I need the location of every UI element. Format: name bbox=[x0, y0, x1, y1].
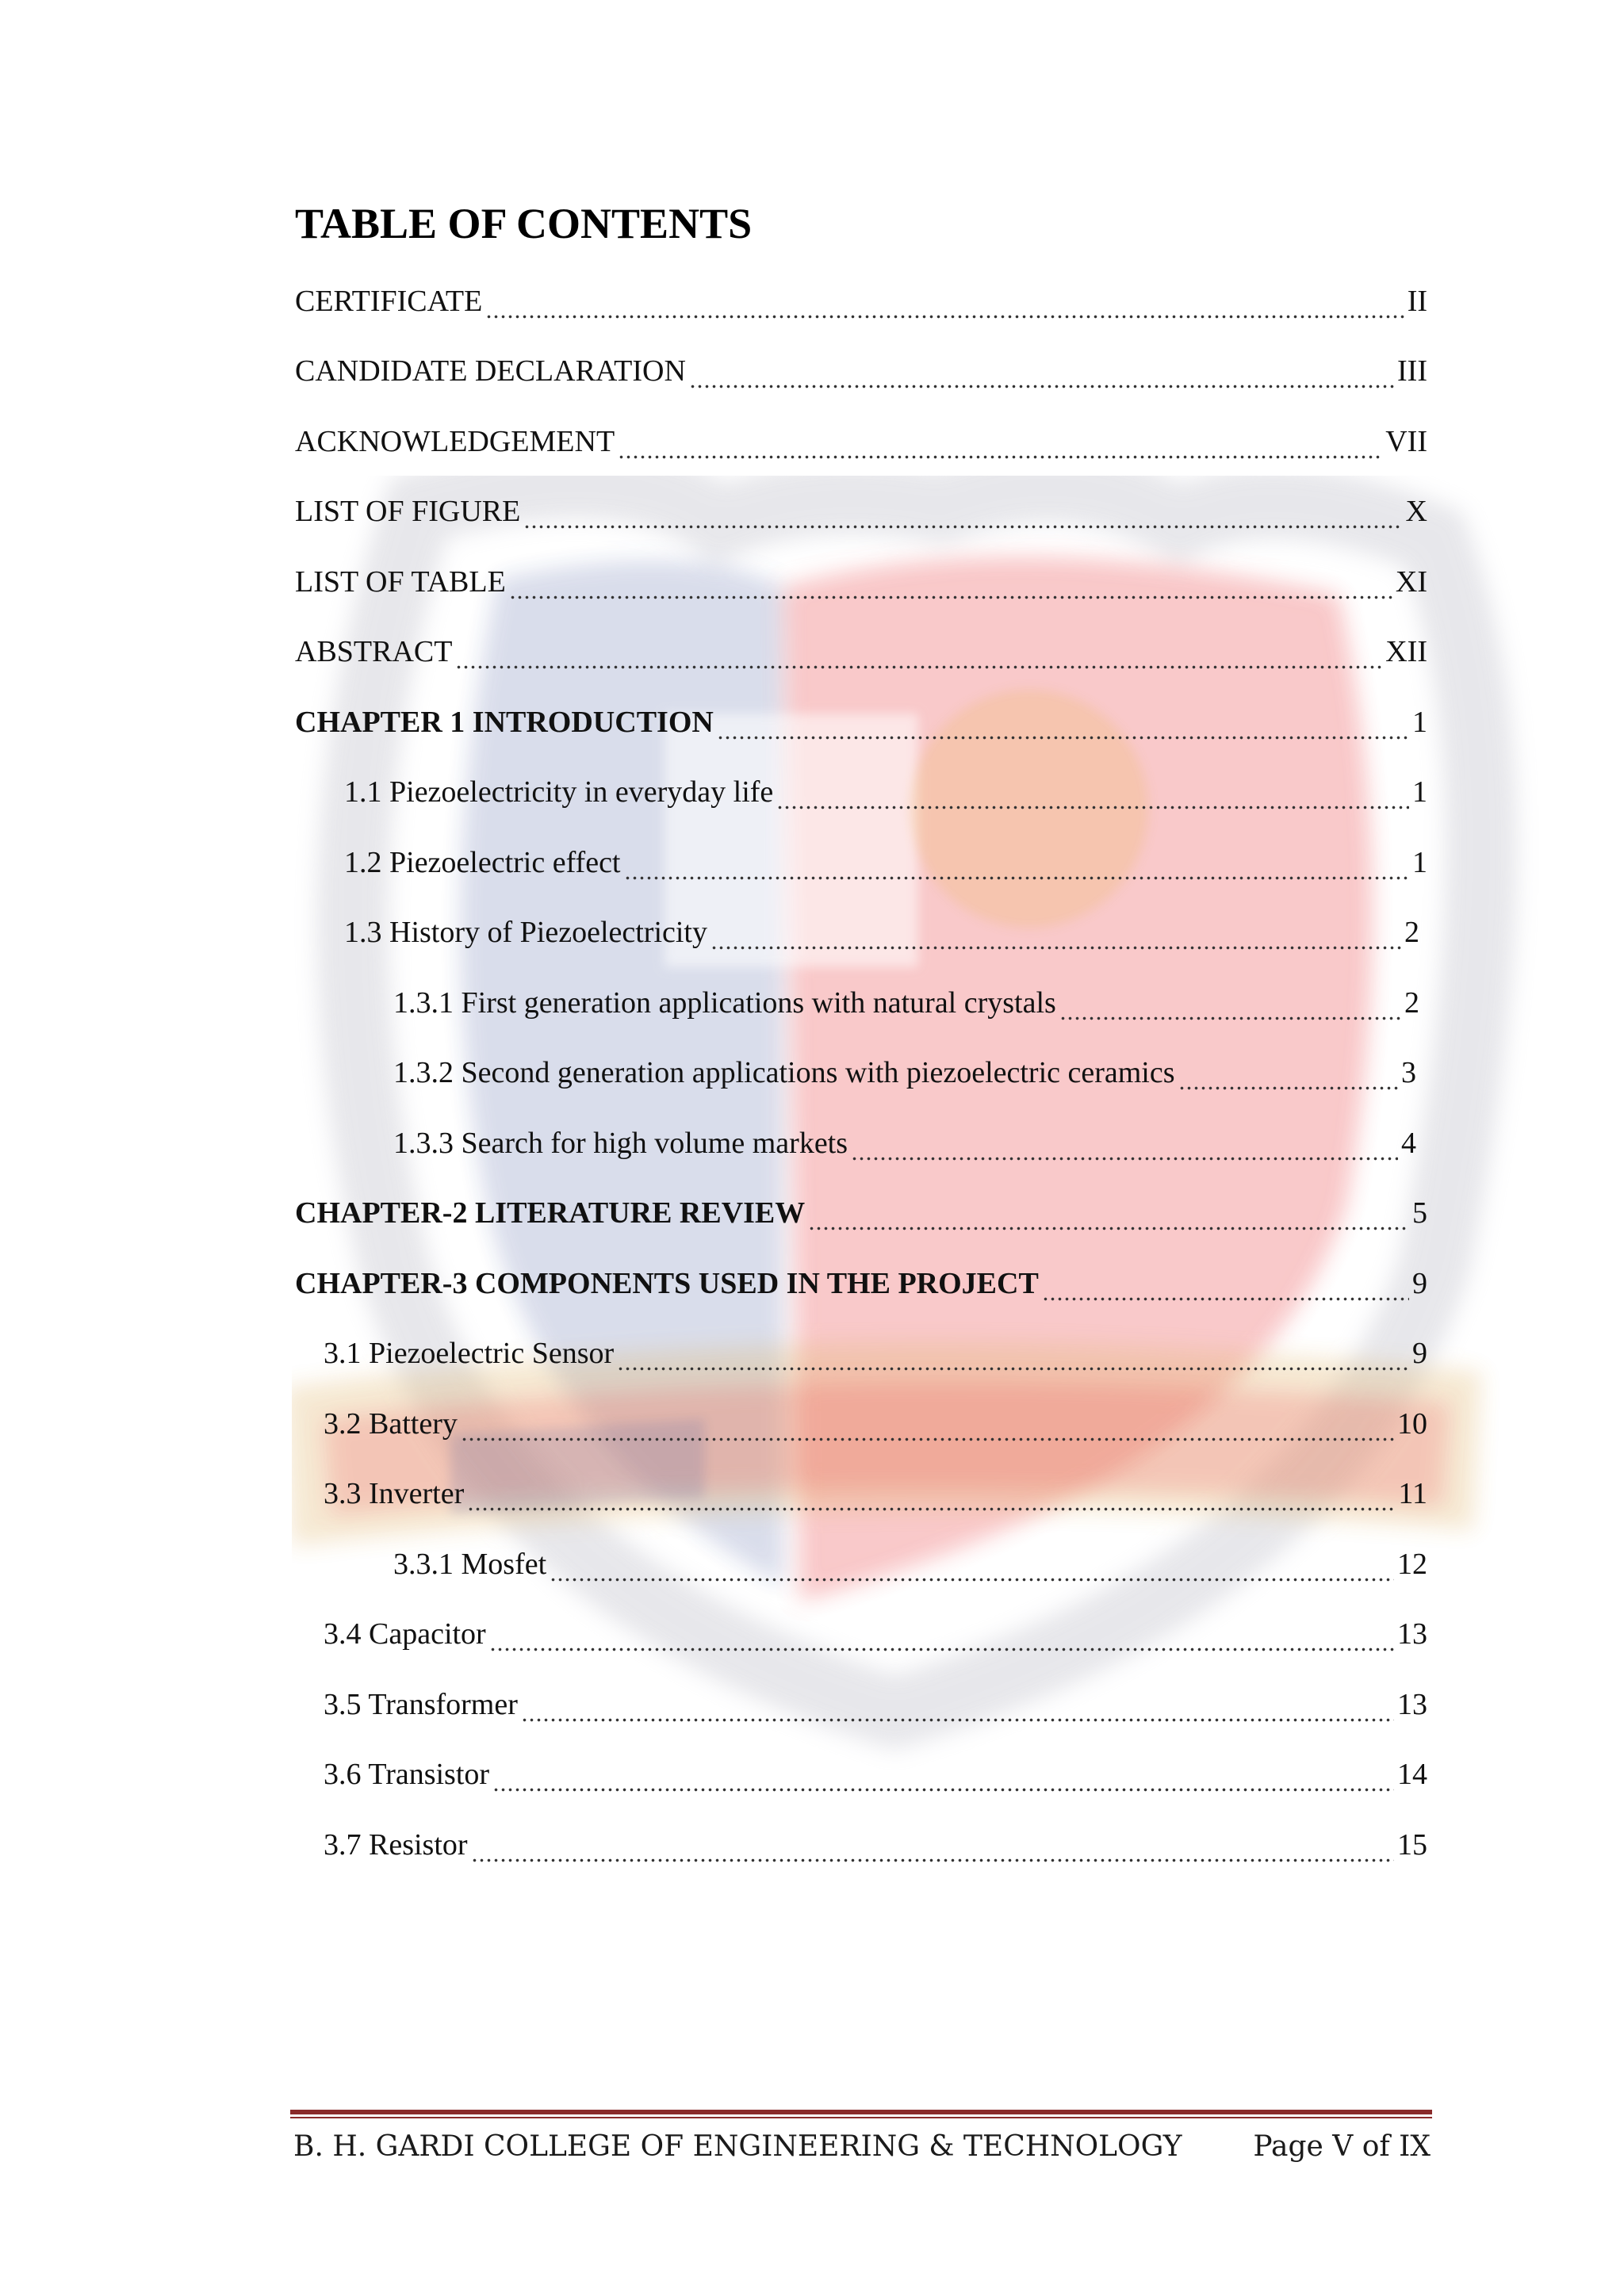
toc-entry-page: XI bbox=[1395, 565, 1427, 599]
footer-page-number: Page V of IX bbox=[1253, 2130, 1431, 2163]
toc-entry[interactable] bbox=[393, 1050, 1416, 1095]
footer-divider-thin bbox=[290, 2117, 1432, 2118]
toc-entry-page: 4 bbox=[1401, 1127, 1416, 1160]
toc-entry[interactable] bbox=[393, 981, 1419, 1025]
toc-entry-page: 14 bbox=[1397, 1758, 1427, 1791]
toc-entry-text: 1.1 Piezoelectricity in everyday life bbox=[344, 775, 774, 809]
toc-entry-text: 3.5 Transformer bbox=[324, 1688, 518, 1721]
toc-entry-text: 1.3.2 Second generation applications with piezoelectric ceramics bbox=[393, 1056, 1175, 1089]
toc-entry-page: 2 bbox=[1404, 916, 1419, 949]
toc-entry-text: 3.2 Battery bbox=[324, 1407, 458, 1441]
dot-leader bbox=[776, 770, 1409, 814]
dot-leader bbox=[461, 1402, 1394, 1446]
toc-entry-page: 9 bbox=[1412, 1337, 1427, 1370]
toc-entry-page: 3 bbox=[1401, 1056, 1416, 1089]
toc-entry-text: 3.3.1 Mosfet bbox=[393, 1548, 547, 1581]
toc-entry-page: 9 bbox=[1412, 1267, 1427, 1300]
toc-entry-page: X bbox=[1405, 495, 1427, 528]
dot-leader bbox=[624, 840, 1410, 885]
toc-entry-text: 3.1 Piezoelectric Sensor bbox=[324, 1337, 615, 1370]
toc-entry-text: 3.3 Inverter bbox=[324, 1477, 465, 1510]
toc-entry-text: CHAPTER 1 INTRODUCTION bbox=[295, 706, 714, 739]
toc-entry[interactable] bbox=[393, 1121, 1416, 1165]
toc-entry[interactable] bbox=[324, 1471, 1427, 1516]
toc-entry[interactable] bbox=[295, 489, 1427, 534]
toc-entry-page: 12 bbox=[1397, 1548, 1427, 1581]
dot-leader bbox=[467, 1471, 1395, 1516]
toc-entry-chapter[interactable] bbox=[295, 1261, 1427, 1306]
toc-entry[interactable] bbox=[324, 1402, 1427, 1446]
toc-entry[interactable] bbox=[393, 1542, 1427, 1586]
toc-entry-text: 3.7 Resistor bbox=[324, 1828, 468, 1862]
toc-entry-text: 1.3.3 Search for high volume markets bbox=[393, 1127, 848, 1160]
dot-leader bbox=[509, 560, 1392, 604]
dot-leader bbox=[550, 1542, 1394, 1586]
toc-entry-text: LIST OF TABLE bbox=[295, 565, 506, 599]
toc-entry-text: 1.2 Piezoelectric effect bbox=[344, 846, 621, 879]
toc-entry-page: II bbox=[1407, 285, 1427, 318]
toc-entry[interactable] bbox=[295, 279, 1427, 323]
toc-entry[interactable] bbox=[295, 349, 1427, 393]
toc-entry-text: CHAPTER-2 LITERATURE REVIEW bbox=[295, 1196, 806, 1230]
toc-entry[interactable] bbox=[324, 1682, 1427, 1727]
toc-entry[interactable] bbox=[344, 770, 1427, 814]
toc-entry-text: CANDIDATE DECLARATION bbox=[295, 354, 686, 388]
toc-entry-page: III bbox=[1397, 354, 1427, 388]
dot-leader bbox=[523, 489, 1402, 534]
toc-entry[interactable] bbox=[295, 629, 1427, 674]
dot-leader bbox=[455, 629, 1382, 674]
dot-leader bbox=[489, 1612, 1394, 1656]
toc-entry-page: 1 bbox=[1412, 846, 1427, 879]
page-title: TABLE OF CONTENTS bbox=[295, 200, 753, 247]
dot-leader bbox=[618, 419, 1382, 464]
toc-entry-page: 13 bbox=[1397, 1688, 1427, 1721]
footer-divider bbox=[290, 2110, 1432, 2114]
dot-leader bbox=[617, 1331, 1409, 1376]
toc-entry[interactable] bbox=[324, 1752, 1427, 1797]
toc-entry-text: ACKNOWLEDGEMENT bbox=[295, 425, 615, 458]
toc-entry-text: LIST OF FIGURE bbox=[295, 495, 521, 528]
dot-leader bbox=[710, 910, 1401, 955]
toc-entry-page: VII bbox=[1385, 425, 1427, 458]
toc-entry-text: 3.4 Capacitor bbox=[324, 1617, 486, 1651]
toc-entry-page: 11 bbox=[1398, 1477, 1427, 1510]
toc-entry-page: 13 bbox=[1397, 1617, 1427, 1651]
toc-entry[interactable] bbox=[324, 1823, 1427, 1867]
toc-entry-text: ABSTRACT bbox=[295, 635, 453, 668]
dot-leader bbox=[1178, 1050, 1398, 1095]
toc-entry-page: 10 bbox=[1397, 1407, 1427, 1441]
toc-entry-page: 1 bbox=[1412, 706, 1427, 739]
toc-entry[interactable] bbox=[344, 910, 1419, 955]
toc-entry-text: 1.3 History of Piezoelectricity bbox=[344, 916, 707, 949]
toc-entry-page: XII bbox=[1385, 635, 1427, 668]
dot-leader bbox=[717, 700, 1409, 744]
dot-leader bbox=[485, 279, 1404, 323]
toc-entry[interactable] bbox=[324, 1331, 1427, 1376]
toc-entry-text: CERTIFICATE bbox=[295, 285, 483, 318]
toc-entry-chapter[interactable] bbox=[295, 1191, 1427, 1235]
toc-entry-text: 1.3.1 First generation applications with natural crystals bbox=[393, 986, 1056, 1020]
toc-entry[interactable] bbox=[344, 840, 1427, 885]
dot-leader bbox=[1042, 1261, 1409, 1306]
dot-leader bbox=[689, 349, 1394, 393]
toc-entry[interactable] bbox=[295, 419, 1427, 464]
dot-leader bbox=[471, 1823, 1394, 1867]
dot-leader bbox=[1059, 981, 1401, 1025]
toc-entry-page: 2 bbox=[1404, 986, 1419, 1020]
dot-leader bbox=[521, 1682, 1394, 1727]
toc-entry[interactable] bbox=[324, 1612, 1427, 1656]
toc-entry[interactable] bbox=[295, 560, 1427, 604]
toc-entry-text: CHAPTER-3 COMPONENTS USED IN THE PROJECT bbox=[295, 1267, 1039, 1300]
dot-leader bbox=[808, 1191, 1409, 1235]
footer-college-name: B. H. GARDI COLLEGE OF ENGINEERING & TECHNOLOGY bbox=[293, 2130, 1182, 2163]
dot-leader bbox=[492, 1752, 1394, 1797]
toc-entry-page: 15 bbox=[1397, 1828, 1427, 1862]
toc-entry-page: 5 bbox=[1412, 1196, 1427, 1230]
toc-entry-text: 3.6 Transistor bbox=[324, 1758, 490, 1791]
toc-entry-page: 1 bbox=[1412, 775, 1427, 809]
dot-leader bbox=[851, 1121, 1398, 1165]
toc-entry-chapter[interactable] bbox=[295, 700, 1427, 744]
